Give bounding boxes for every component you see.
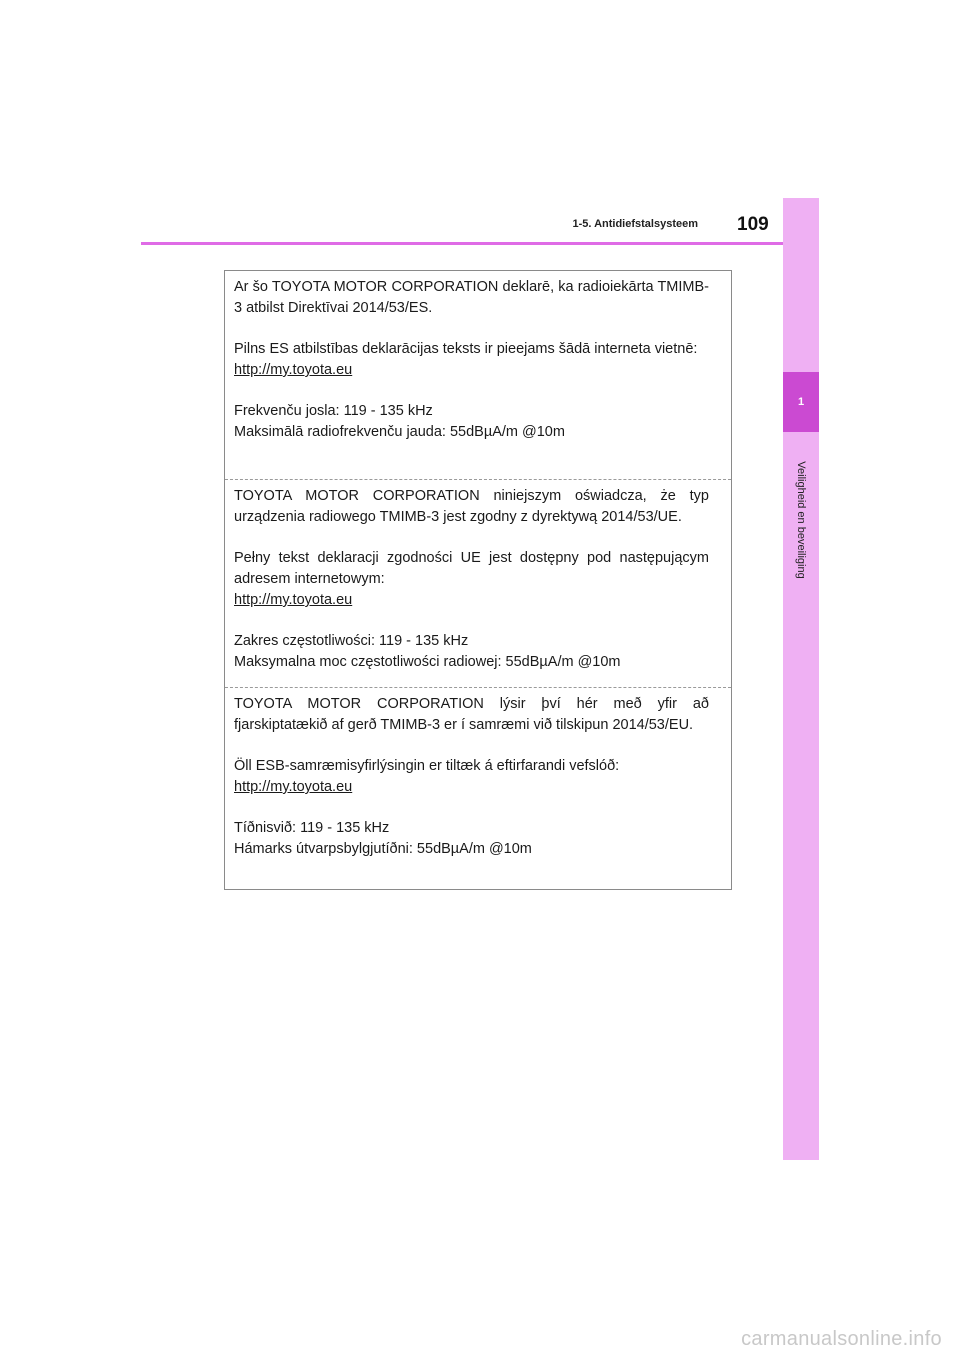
max-power: Maksimālā radiofrekvenču jauda: 55dBµA/m @10m: [234, 424, 565, 440]
section-title: 1-5. Antidiefstalsysteem: [572, 218, 698, 230]
page-number: 109: [737, 214, 769, 235]
declaration-latvian: [225, 271, 731, 479]
header-divider: [141, 242, 783, 245]
watermark: carmanualsonline.info: [741, 1328, 942, 1350]
declaration-icelandic: [225, 687, 731, 891]
max-power: Hámarks útvarpsbylgjutíðni: 55dBµA/m @10m: [234, 841, 532, 857]
declaration-statement: Ar šo TOYOTA MOTOR CORPORATION deklarē, ka radioiekārta TMIMB-3 atbilst Direktīvai 2014/53/ES.: [234, 279, 709, 316]
max-power: Maksymalna moc częstotliwości radiowej: 55dBµA/m @10m: [234, 654, 621, 670]
declaration-link[interactable]: http://my.toyota.eu: [234, 592, 353, 608]
declaration-link[interactable]: http://my.toyota.eu: [234, 362, 353, 378]
declaration-statement: TOYOTA MOTOR CORPORATION niniejszym oświadcza, że typ urządzenia radiowego TMIMB-3 jest zgodny z dyrektywą 2014/53/UE.: [234, 488, 709, 525]
chapter-number-badge: 1: [783, 372, 819, 432]
declaration-link[interactable]: http://my.toyota.eu: [234, 779, 353, 795]
declaration-availability: Öll ESB-samræmisyfirlýsingin er tiltæk á eftirfarandi vefslóð:: [234, 758, 620, 774]
frequency-band: Tíðnisvið: 119 - 135 kHz: [234, 820, 390, 836]
declaration-polish: [225, 479, 731, 687]
chapter-title: Veiligheid en beveiliging: [795, 461, 807, 579]
frequency-band: Zakres częstotliwości: 119 - 135 kHz: [234, 633, 469, 649]
declaration-availability: Pełny tekst deklaracji zgodności UE jest dostępny pod następującym adresem internetowym:: [234, 550, 709, 587]
frequency-band: Frekvenču josla: 119 - 135 kHz: [234, 403, 433, 419]
declaration-availability: Pilns ES atbilstības deklarācijas teksts ir pieejams šādā interneta vietnē:: [234, 341, 698, 357]
side-chapter-tab: [783, 198, 819, 1160]
declaration-box: [224, 270, 732, 890]
declaration-statement: TOYOTA MOTOR CORPORATION lýsir því hér með yfir að fjarskiptatækið af gerð TMIMB-3 er í samræmi við tilskipun 2014/53/EU.: [234, 696, 709, 733]
